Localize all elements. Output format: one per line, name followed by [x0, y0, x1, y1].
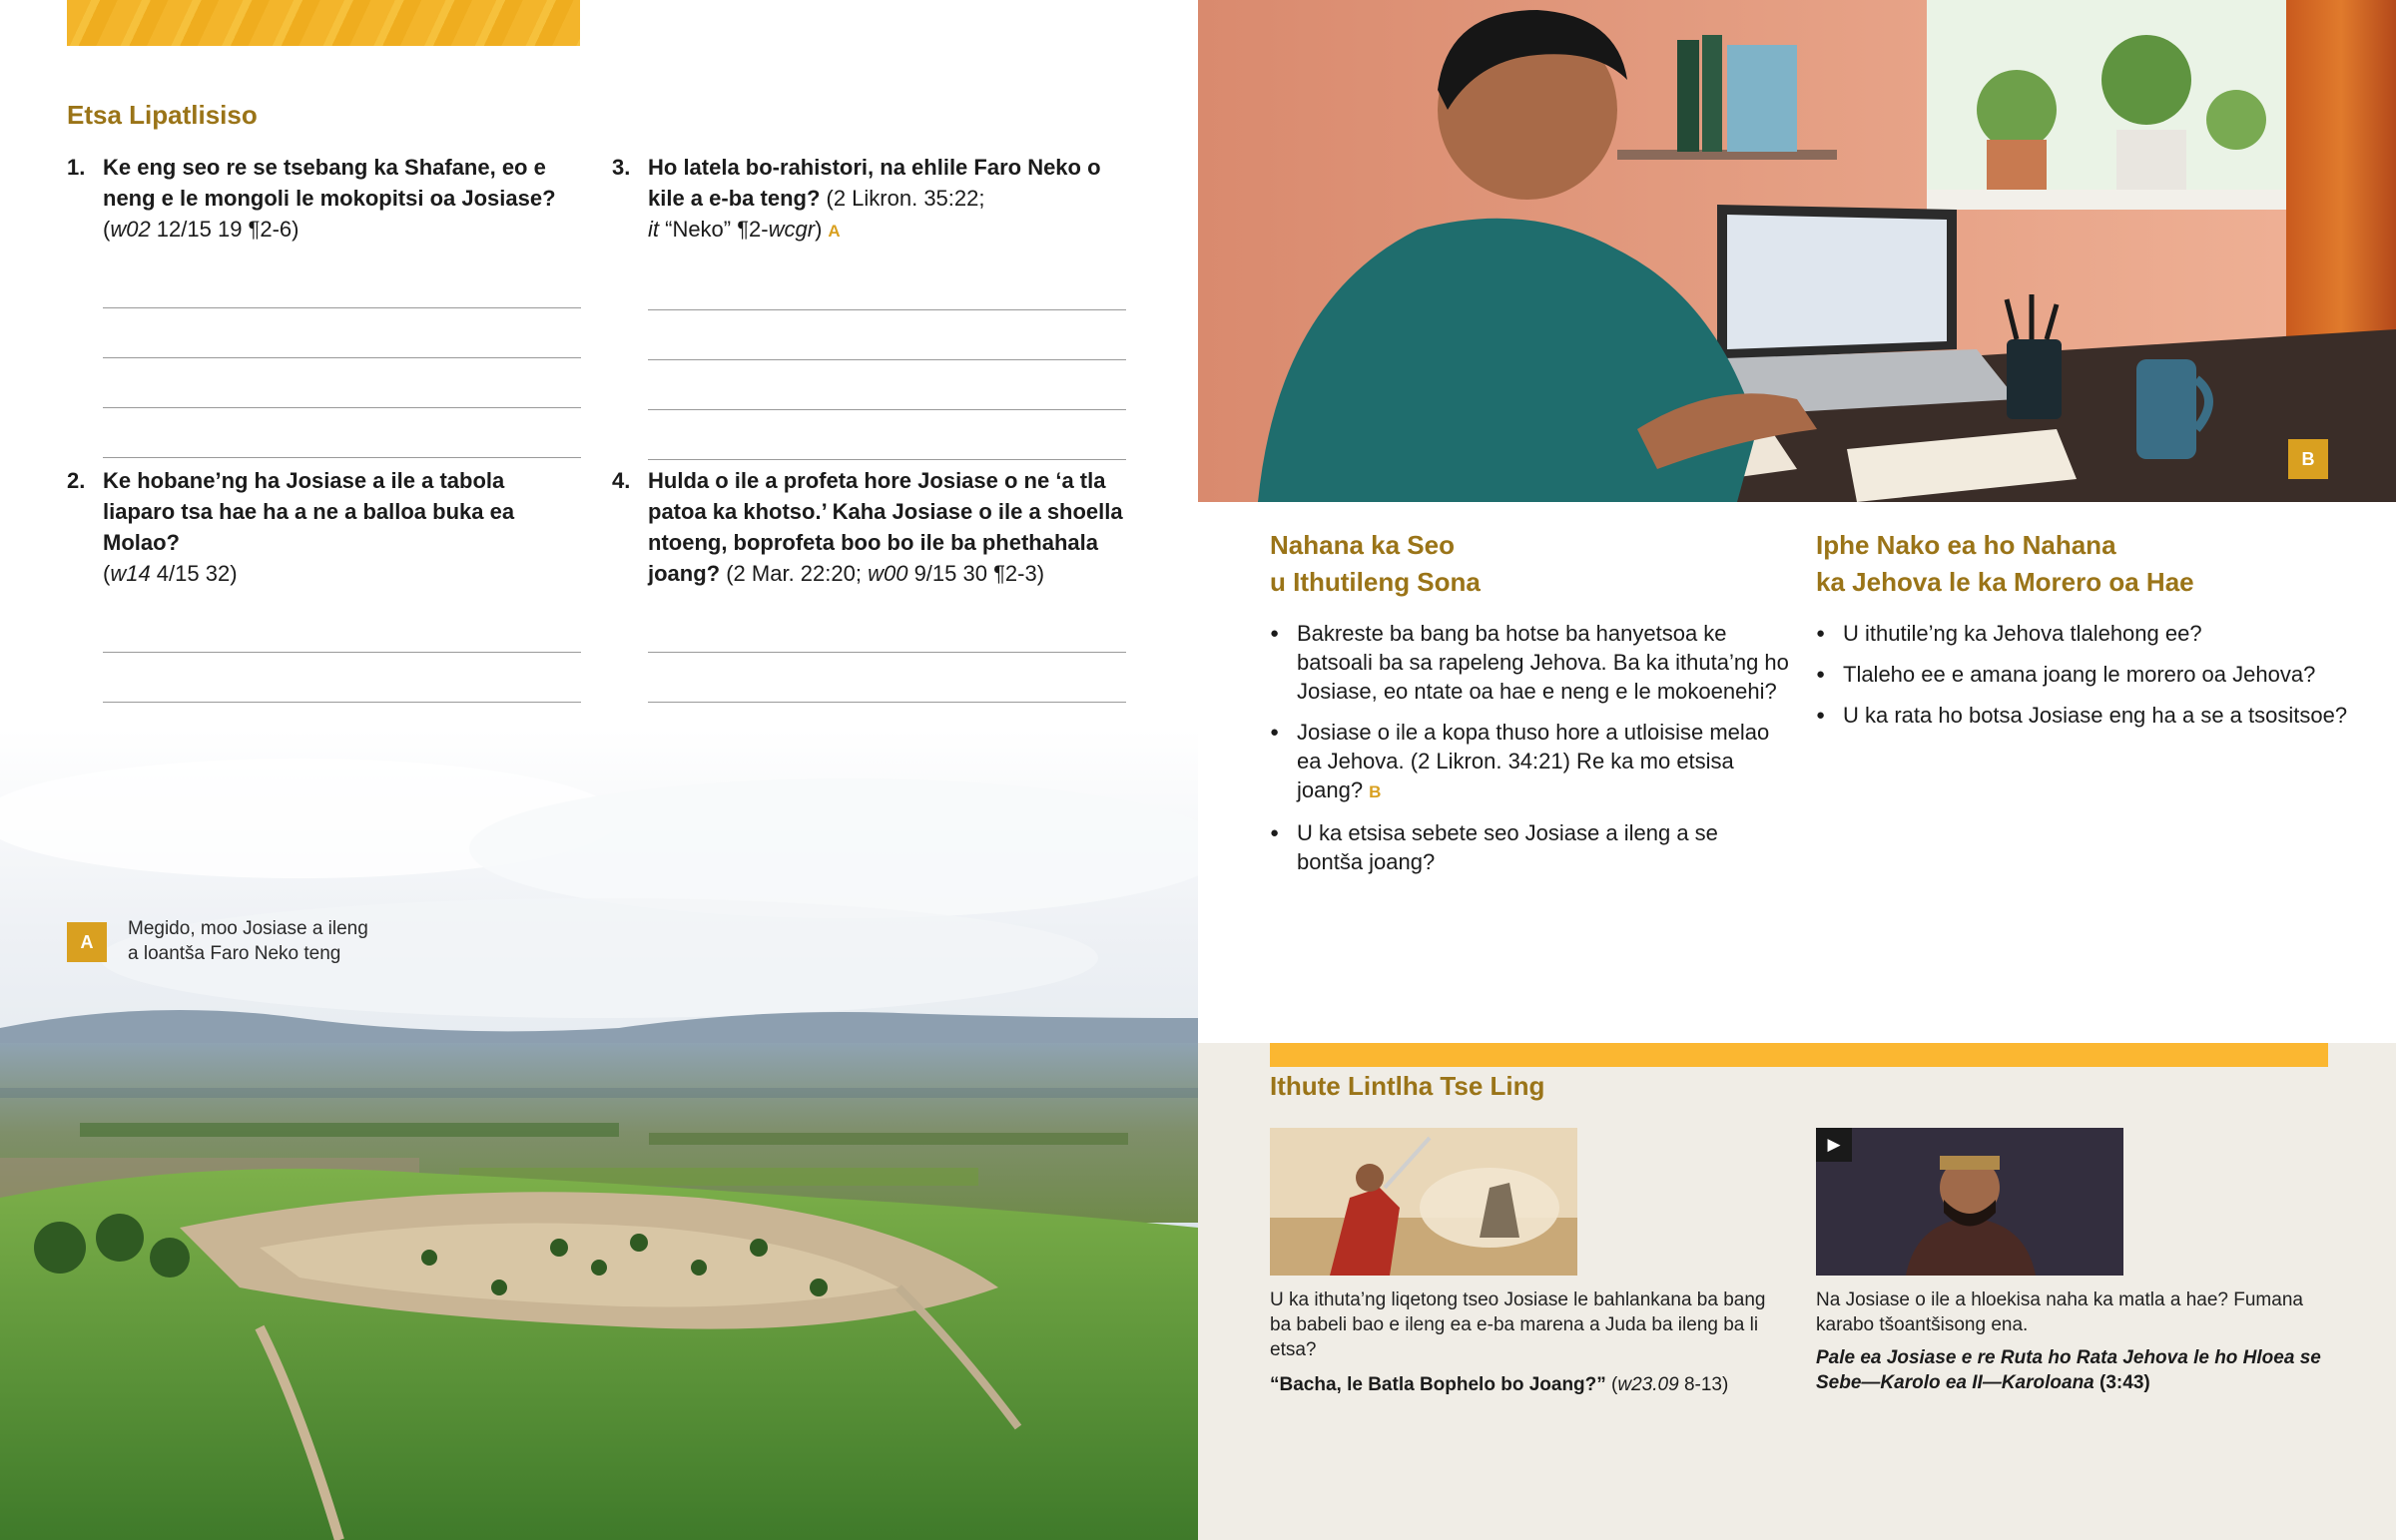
list-item: ● U ithutile’ng ka Jehova tlalehong ee?: [1816, 619, 2355, 648]
answer-line[interactable]: [103, 308, 581, 358]
image-tag-a: A: [828, 222, 841, 241]
answer-line[interactable]: [103, 653, 581, 703]
answer-lines: [103, 258, 581, 458]
answer-line[interactable]: [103, 603, 581, 653]
question-number: 3.: [612, 155, 631, 180]
article-link[interactable]: “Bacha, le Batla Bophelo bo Joang?” (w23.09 8-13): [1270, 1374, 1729, 1395]
list-item: ● Tlaleho ee e amana joang le morero oa Jehova?: [1816, 660, 2355, 689]
question-reference[interactable]: (w14 4/15 32): [103, 561, 238, 586]
answer-line[interactable]: [103, 258, 581, 308]
question-reference[interactable]: (2 Mar. 22:20; w00 9/15 30 ¶2-3): [720, 561, 1045, 586]
video-thumbnail[interactable]: [1816, 1128, 2123, 1276]
answer-line[interactable]: [648, 260, 1126, 310]
question-reference-2[interactable]: it “Neko” ¶2-wcgr): [648, 217, 823, 242]
image-tag-b: B: [1369, 782, 1382, 801]
decorative-top-band: [67, 0, 580, 46]
column-title-reflect: Nahana ka Seo u Ithutileng Sona: [1270, 530, 1481, 597]
answer-line[interactable]: [103, 408, 581, 458]
caption-megiddo: Megido, moo Josiase a ileng a loantša Faro Neko teng: [128, 918, 368, 964]
learn-more-panel: [1198, 1043, 2396, 1540]
answer-lines: [648, 260, 1126, 460]
question-text: Ke eng seo re se tsebang ka Shafane, eo e neng e le mongoli le mokopitsi oa Josiase?: [103, 155, 556, 211]
answer-line[interactable]: [648, 310, 1126, 360]
video-description: Na Josiase o ile a hloekisa naha ka matla a hae? Fumana karabo tšoantšisong ena.: [1816, 1289, 2303, 1335]
article-description: U ka ithuta’ng liqetong tseo Josiase le bahlankana ba bang ba babeli bao e ileng ea e-ba marena a Juda ba ileng ba li etsa?: [1270, 1289, 1766, 1360]
image-badge-a: A: [67, 922, 107, 962]
play-icon[interactable]: ▶: [1816, 1128, 1852, 1162]
question-text: Ke hobane’ng ha Josiase a ile a tabola liaparo tsa hae ha a ne a balloa buka ea Molao?: [103, 468, 515, 555]
question-text: Ho latela bo-rahistori, na ehlile Faro Neko o kile a e-ba teng?: [648, 155, 1101, 211]
list-item: ● U ka etsisa sebete seo Josiase a ileng a se bontša joang?: [1270, 818, 1789, 876]
section-title-research: Etsa Lipatlisiso: [67, 100, 258, 130]
question-number: 4.: [612, 468, 631, 493]
accent-bar: [1270, 1043, 2328, 1067]
right-page: [1198, 0, 2396, 1540]
article-thumbnail[interactable]: [1270, 1128, 1577, 1276]
reflect-bullet-list: [1270, 619, 1789, 888]
answer-line[interactable]: [103, 358, 581, 408]
question-number: 1.: [67, 155, 86, 180]
study-photo: [1198, 0, 2396, 502]
list-item: ● Josiase o ile a kopa thuso hore a utloisise melao ea Jehova. (2 Likron. 34:21) Re ka mo etsisa joang? B: [1270, 718, 1789, 806]
answer-line[interactable]: [648, 603, 1126, 653]
answer-line[interactable]: [648, 360, 1126, 410]
question-reference[interactable]: (w02 12/15 19 ¶2-6): [103, 217, 300, 242]
question-number: 2.: [67, 468, 86, 493]
meditate-bullet-list: [1816, 619, 2355, 742]
column-title-meditate: Iphe Nako ea ho Nahana ka Jehova le ka Morero oa Hae: [1816, 530, 2194, 597]
answer-line[interactable]: [648, 410, 1126, 460]
list-item: ● U ka rata ho botsa Josiase eng ha a se a tsositsoe?: [1816, 701, 2355, 730]
image-badge-b: B: [2288, 439, 2328, 479]
question-3: [612, 152, 1126, 460]
question-text: Hulda o ile a profeta hore Josiase o ne ‘a tla patoa ka khotso.’ Kaha Josiase o ile a shoella ntoeng, boprofeta boo bo ile ba phethahala joang?: [648, 468, 1123, 586]
question-reference[interactable]: (2 Likron. 35:22;: [820, 186, 985, 211]
list-item: ● Bakreste ba bang ba hotse ba hanyetsoa ke batsoali ba sa rapeleng Jehova. Ba ka ithuta’ng ho Josiase, eo ntate oa hae e neng e le mokoenehi?: [1270, 619, 1789, 706]
video-link[interactable]: Pale ea Josiase e re Ruta ho Rata Jehova le ho Hloea se Sebe—Karolo ea II—Karoloana (3:43): [1816, 1347, 2321, 1393]
megiddo-landscape-image: [0, 729, 1198, 1540]
learn-more-title: Ithute Lintlha Tse Ling: [1270, 1071, 1545, 1101]
question-1: [67, 152, 581, 458]
answer-line[interactable]: [648, 653, 1126, 703]
